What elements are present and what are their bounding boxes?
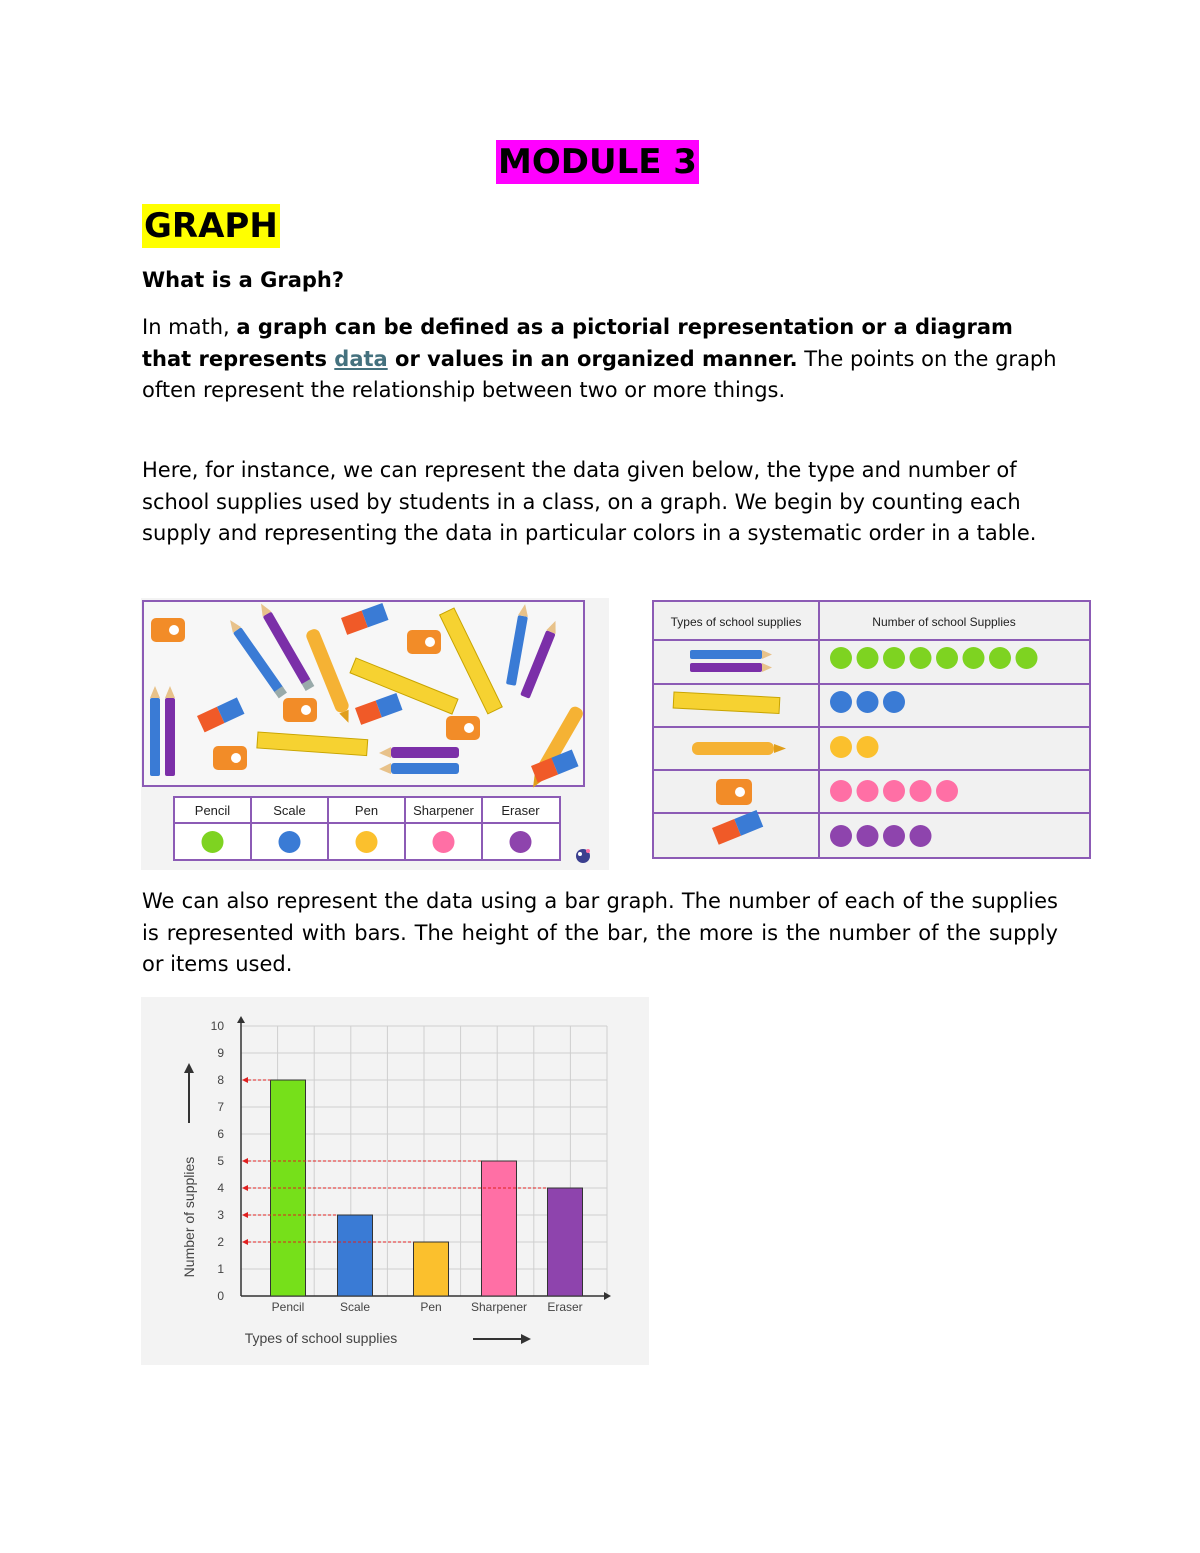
pictograph-dot bbox=[963, 647, 985, 669]
definition-bold-b: or values in an organized manner. bbox=[387, 346, 798, 371]
pictograph-dot bbox=[910, 780, 932, 802]
legend-color-dot bbox=[433, 831, 455, 853]
pictograph-dot bbox=[883, 647, 905, 669]
legend-color-dot bbox=[202, 831, 224, 853]
bar-eraser bbox=[548, 1188, 583, 1296]
legend-color-dot bbox=[279, 831, 301, 853]
y-tick-label: 10 bbox=[210, 1019, 224, 1033]
y-tick-label: 1 bbox=[217, 1262, 224, 1276]
legend-label: Scale bbox=[273, 803, 306, 818]
y-tick-label: 8 bbox=[217, 1073, 224, 1087]
pictograph-dot bbox=[830, 647, 852, 669]
pictograph-dot bbox=[857, 647, 879, 669]
definition-intro: In math, bbox=[142, 315, 237, 339]
pictograph-dot bbox=[830, 825, 852, 847]
module-title: MODULE 3 bbox=[498, 142, 697, 182]
y-tick-label: 3 bbox=[217, 1208, 224, 1222]
pictograph-dot bbox=[989, 647, 1011, 669]
pictograph-dot bbox=[857, 825, 879, 847]
y-axis-label: Number of supplies bbox=[181, 1156, 197, 1278]
x-tick-label: Pencil bbox=[271, 1300, 305, 1314]
y-tick-label: 2 bbox=[217, 1235, 224, 1249]
pictograph-dot bbox=[936, 780, 958, 802]
pictograph-dot bbox=[857, 736, 879, 758]
legend-label: Sharpener bbox=[413, 803, 474, 818]
x-tick-label: Eraser bbox=[547, 1300, 583, 1314]
y-tick-label: 7 bbox=[217, 1100, 224, 1114]
bar-scale bbox=[338, 1215, 373, 1296]
bar-sharpener bbox=[482, 1161, 517, 1296]
example-paragraph: Here, for instance, we can represent the data given below, the type and number of school supplies used by students in a class, on a graph. We begin by counting each supply and representing the data in particular colors in a systematic order in a table. bbox=[142, 458, 1037, 545]
legend-label: Eraser bbox=[501, 803, 540, 818]
x-tick-label: Scale bbox=[339, 1300, 371, 1314]
pen-icon bbox=[692, 742, 786, 755]
supplies-pictograph-table bbox=[652, 600, 1092, 862]
pictograph-dot bbox=[883, 780, 905, 802]
y-tick-label: 5 bbox=[217, 1154, 224, 1168]
supplies-illustration bbox=[141, 598, 609, 870]
table-header-type: Types of school supplies bbox=[670, 615, 802, 629]
section-heading: GRAPH bbox=[144, 206, 278, 246]
pictograph-dot bbox=[857, 691, 879, 713]
pictograph-dot bbox=[936, 647, 958, 669]
x-axis-label: Types of school supplies bbox=[244, 1330, 398, 1346]
legend-label: Pencil bbox=[194, 803, 231, 818]
pictograph-dot bbox=[883, 691, 905, 713]
legend-color-dot bbox=[356, 831, 378, 853]
pictograph-dot bbox=[883, 825, 905, 847]
question-heading: What is a Graph? bbox=[142, 268, 345, 292]
pictograph-dot bbox=[830, 736, 852, 758]
pictograph-dot bbox=[830, 691, 852, 713]
y-tick-label: 9 bbox=[217, 1046, 224, 1060]
x-tick-label: Sharpener bbox=[470, 1300, 528, 1314]
bar-pen bbox=[414, 1242, 449, 1296]
sharpener-icon bbox=[716, 779, 752, 805]
definition-bold-a: a graph can be defined as a pictorial representation or a diagram that represents bbox=[142, 315, 1013, 371]
definition-rest: The points on the graph often represent the relationship between two or more things. bbox=[142, 346, 1057, 402]
y-tick-label: 4 bbox=[217, 1181, 224, 1195]
legend-label: Pen bbox=[354, 803, 379, 818]
y-tick-label: 0 bbox=[217, 1289, 224, 1303]
pictograph-dot bbox=[857, 780, 879, 802]
mascot-icon bbox=[576, 849, 590, 863]
pictograph-dot bbox=[1016, 647, 1038, 669]
y-tick-label: 6 bbox=[217, 1127, 224, 1141]
definition-paragraph bbox=[142, 312, 1058, 407]
bar-graph-paragraph: We can also represent the data using a bar graph. The number of each of the supplies is represented with bars. The height of the bar, the more is the number of the supply or items used. bbox=[142, 889, 1058, 976]
table-header-number: Number of school Supplies bbox=[872, 615, 1016, 629]
data-link[interactable]: data bbox=[334, 346, 388, 371]
pictograph-dot bbox=[910, 647, 932, 669]
bar-chart bbox=[141, 997, 649, 1365]
x-tick-label: Pen bbox=[420, 1300, 442, 1314]
pictograph-dot bbox=[910, 825, 932, 847]
legend-color-dot bbox=[510, 831, 532, 853]
pictograph-dot bbox=[830, 780, 852, 802]
